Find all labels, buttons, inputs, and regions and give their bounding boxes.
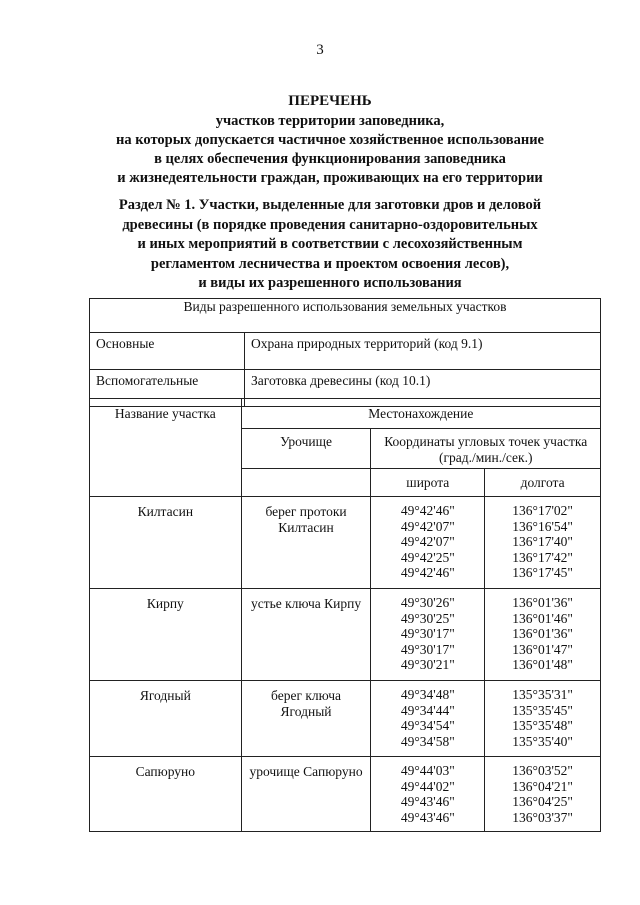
latitude-cell — [371, 497, 485, 589]
longitude-value: 135°35'45" — [512, 702, 573, 718]
page-number: 3 — [316, 42, 324, 58]
latitude-cell — [371, 589, 485, 681]
tract-cell: устье ключа Кирпу — [241, 589, 371, 681]
table-row — [90, 681, 601, 757]
section-line: Раздел № 1. Участки, выделенные для заготовки дров и деловой — [118, 197, 542, 213]
longitude-cell — [485, 757, 601, 832]
longitude-value: 136°01'36" — [512, 626, 573, 642]
section-line: и иных мероприятий в соответствии с лесохозяйственным — [137, 236, 523, 252]
column-header-location: Местонахождение — [241, 399, 600, 429]
use-value-cell: Заготовка древесины (код 10.1) — [245, 370, 601, 407]
longitude-cell — [485, 589, 601, 681]
uses-table-header: Виды разрешенного использования земельных участков — [90, 299, 601, 333]
latitude-value: 49°43'46" — [400, 794, 455, 810]
column-header-lon: долгота — [485, 469, 601, 497]
tract-cell: берег протоки Килтасин — [241, 497, 371, 589]
title-main: ПЕРЕЧЕНЬ — [288, 93, 372, 109]
longitude-value: 135°35'48" — [512, 718, 573, 734]
longitude-value: 136°16'54" — [512, 518, 573, 534]
table-row — [90, 589, 601, 681]
use-value-cell: Охрана природных территорий (код 9.1) — [245, 333, 601, 370]
latitude-value: 49°30'21" — [400, 657, 455, 673]
use-type-cell: Основные — [90, 333, 245, 370]
locations-table — [89, 398, 601, 832]
area-name-cell: Килтасин — [90, 497, 242, 589]
longitude-cell — [485, 681, 601, 757]
longitude-value: 136°04'21" — [512, 778, 573, 794]
table-row — [90, 333, 601, 370]
latitude-value: 49°34'58" — [400, 733, 455, 749]
latitude-value: 49°30'17" — [400, 626, 455, 642]
document-title — [60, 92, 600, 188]
section-line: и виды их разрешенного использования — [198, 275, 462, 291]
latitude-value: 49°42'25" — [400, 549, 455, 565]
latitude-cell — [371, 681, 485, 757]
latitude-value: 49°34'44" — [400, 702, 455, 718]
tract-cell: берег ключа Ягодный — [241, 681, 371, 757]
longitude-value: 136°01'46" — [512, 610, 573, 626]
column-header-tract: Урочище — [241, 429, 371, 469]
latitude-value: 49°30'26" — [400, 595, 455, 610]
longitude-value: 136°17'42" — [512, 549, 573, 565]
area-name-cell: Сапюруно — [90, 757, 242, 832]
latitude-value: 49°42'46" — [400, 565, 455, 581]
title-line: на которых допускается частичное хозяйственное использование — [116, 132, 544, 148]
tract-cell: урочище Сапюруно — [241, 757, 371, 832]
longitude-cell — [485, 497, 601, 589]
longitude-value: 136°01'36" — [512, 595, 573, 610]
longitude-value: 135°35'31" — [512, 687, 573, 702]
permitted-uses-table — [89, 298, 601, 407]
latitude-value: 49°30'25" — [400, 610, 455, 626]
longitude-value: 136°01'48" — [512, 657, 573, 673]
longitude-value: 136°04'25" — [512, 794, 573, 810]
latitude-value: 49°43'46" — [400, 809, 455, 825]
column-header-lat: широта — [371, 469, 485, 497]
title-line: в целях обеспечения функционирования заповедника — [154, 151, 506, 167]
column-header-name: Название участка — [90, 399, 242, 497]
longitude-value: 136°17'45" — [512, 565, 573, 581]
longitude-value: 136°03'52" — [512, 763, 573, 778]
longitude-value: 136°17'02" — [512, 503, 573, 518]
section-line: древесины (в порядке проведения санитарно-оздоровительных — [122, 216, 538, 233]
area-name-cell: Ягодный — [90, 681, 242, 757]
latitude-value: 49°34'48" — [400, 687, 455, 702]
area-name-cell: Кирпу — [90, 589, 242, 681]
section-line: регламентом лесничества и проектом освоения лесов), — [150, 255, 510, 272]
longitude-value: 136°01'47" — [512, 641, 573, 657]
latitude-value: 49°44'03" — [400, 763, 455, 778]
latitude-value: 49°44'02" — [400, 778, 455, 794]
use-type-cell: Вспомогательные — [90, 370, 245, 407]
section-heading — [55, 196, 605, 294]
latitude-value: 49°34'54" — [400, 718, 455, 734]
latitude-value: 49°42'46" — [400, 503, 455, 518]
latitude-value: 49°42'07" — [400, 518, 455, 534]
title-line: участков территории заповедника, — [215, 113, 445, 129]
longitude-value: 136°17'40" — [512, 534, 573, 550]
table-row — [90, 497, 601, 589]
latitude-value: 49°42'07" — [400, 534, 455, 550]
title-line: и жизнедеятельности граждан, проживающих на его территории — [117, 170, 543, 186]
latitude-value: 49°30'17" — [400, 641, 455, 657]
longitude-value: 135°35'40" — [512, 733, 573, 749]
longitude-value: 136°03'37" — [512, 809, 573, 825]
latitude-cell — [371, 757, 485, 832]
column-header-coords: Координаты угловых точек участка (град./мин./сек.) — [371, 429, 601, 469]
table-row — [90, 757, 601, 832]
